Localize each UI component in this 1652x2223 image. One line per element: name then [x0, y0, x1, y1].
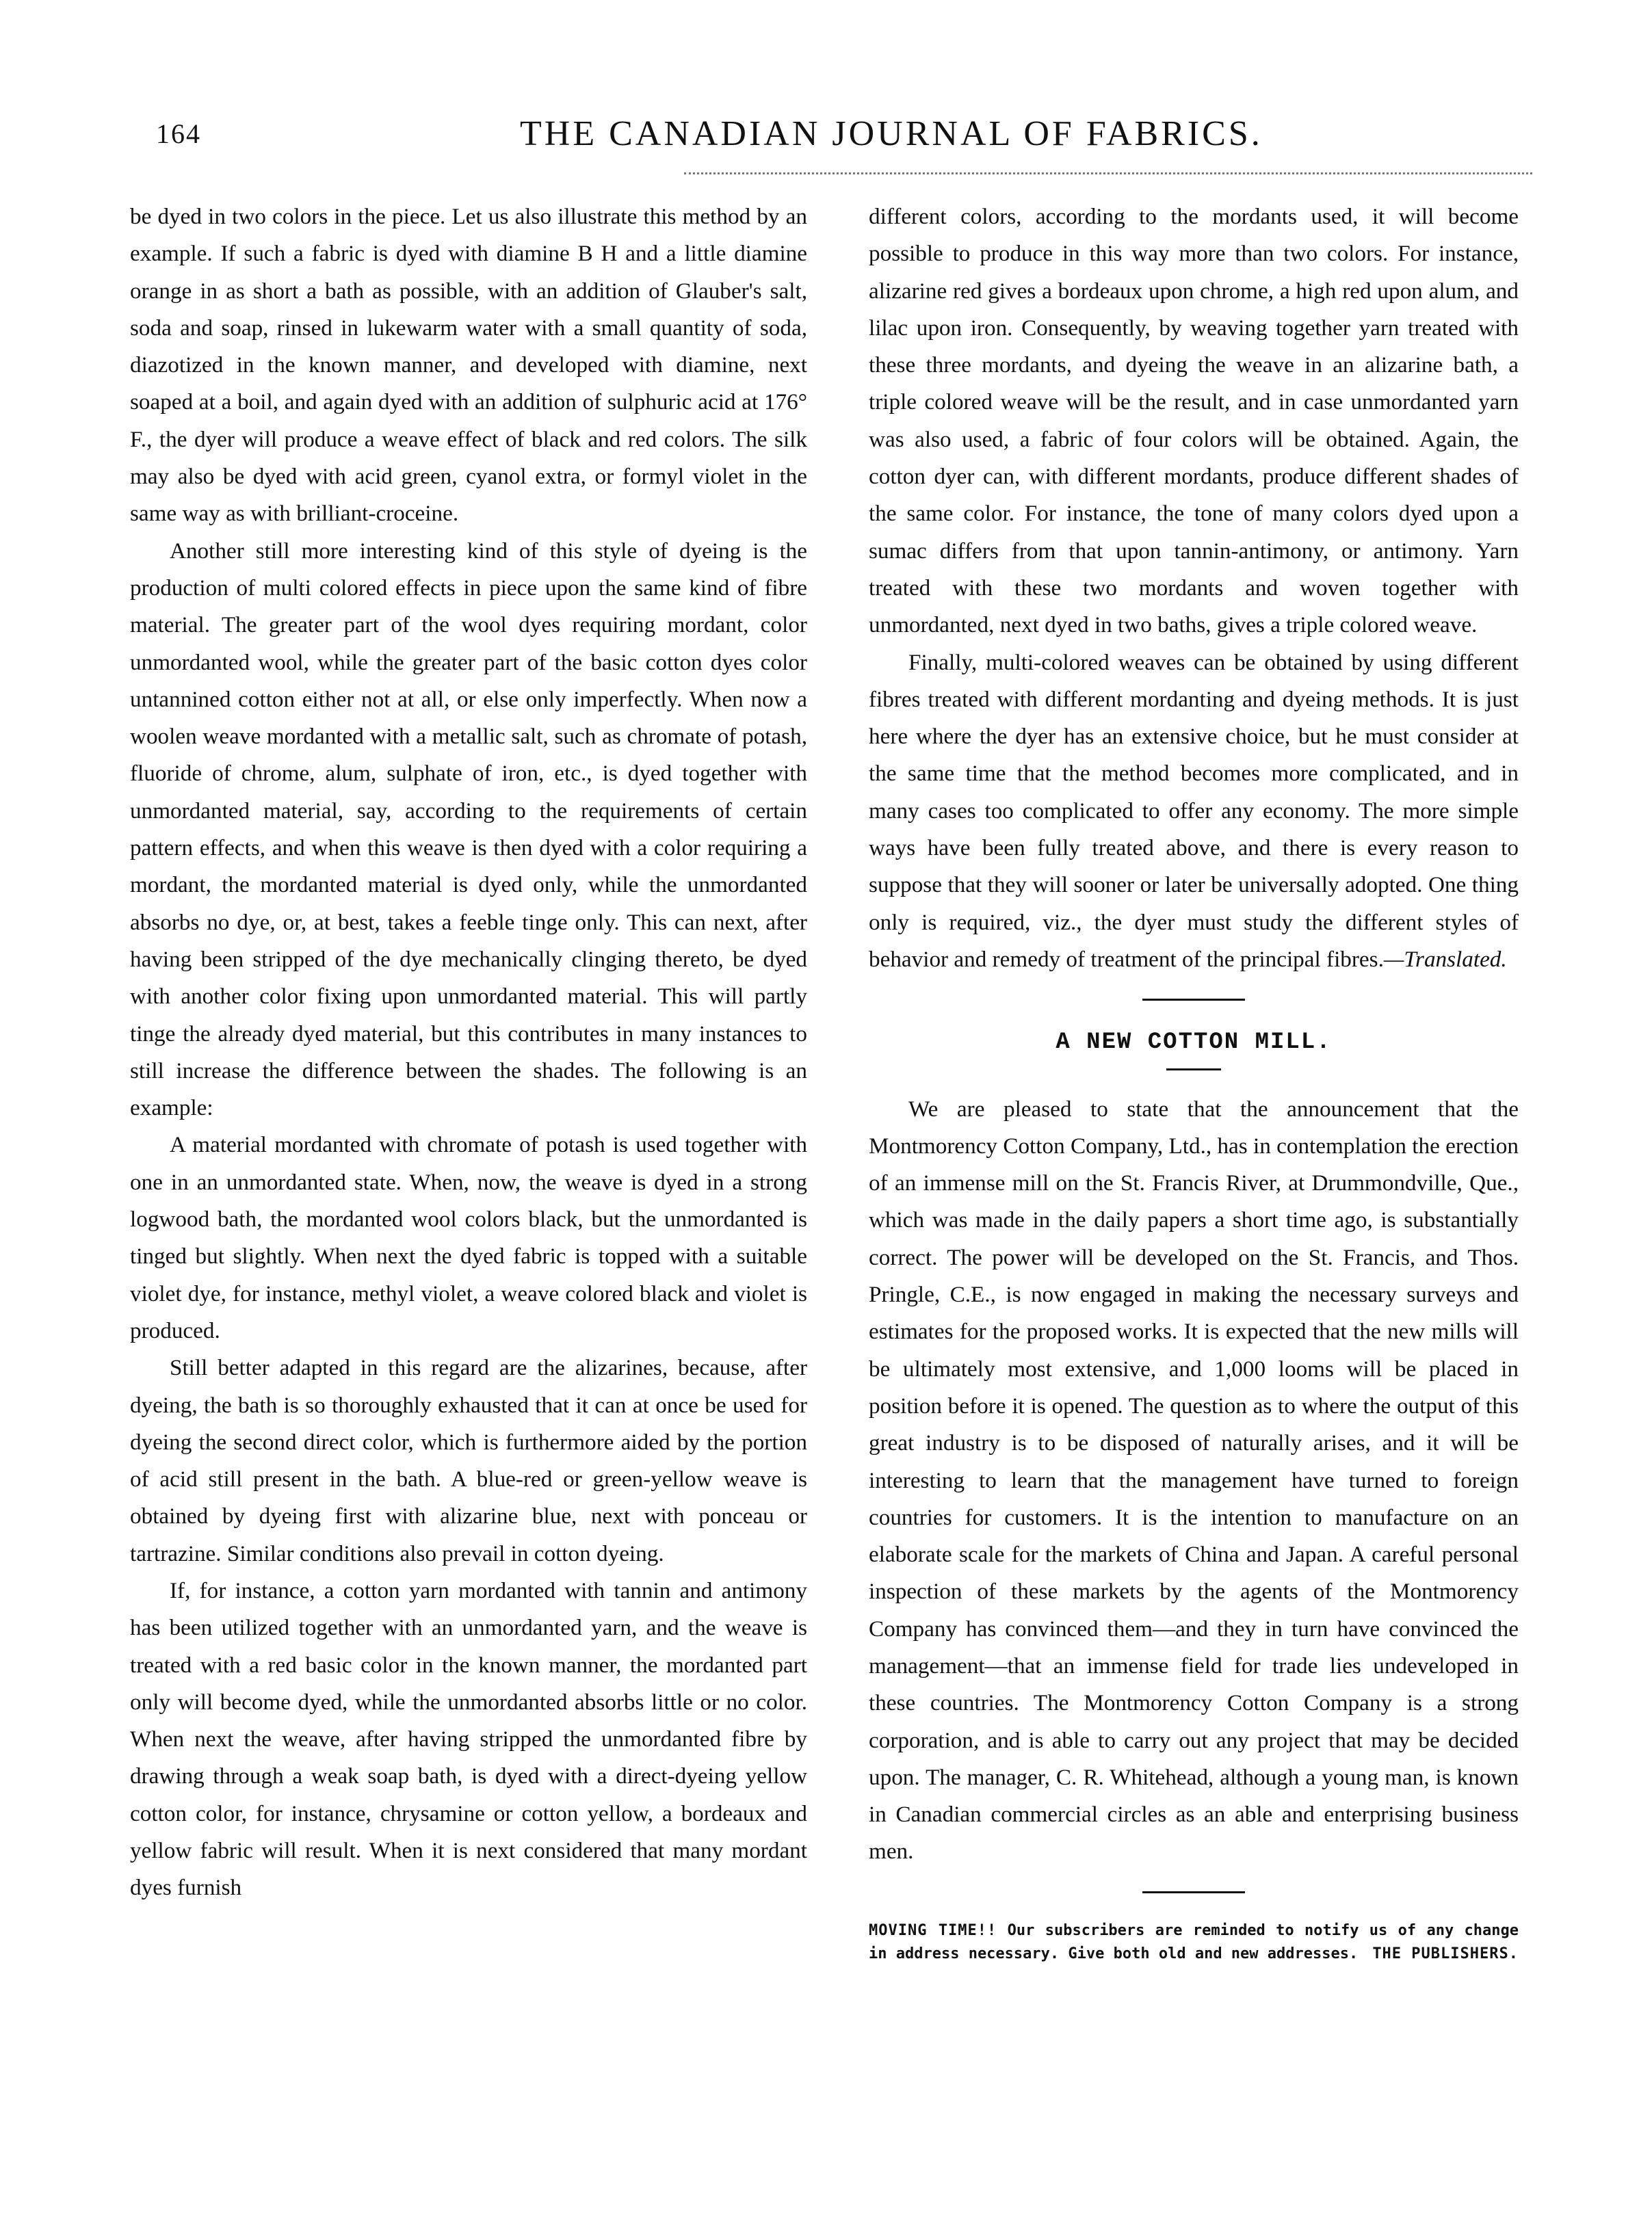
notice-label: MOVING TIME!! — [869, 1921, 997, 1939]
section-divider — [1142, 999, 1245, 1001]
paragraph: be dyed in two colors in the piece. Let us also illustrate this method by an example. If such a fabric is dyed with diamine B H and a little diamine orange in as short a bath as possible, with an addition of Glauber's salt, soda and soap, rinsed in lukewarm water with a small quantity of soda, diazotized in the known manner, and developed with diamine, next soaped at a boil, and again dyed with an addition of sulphuric acid at 176° F., the dyer will produce a weave effect of black and red colors. The silk may also be dyed with acid green, cyanol extra, or formyl violet in the same way as with brilliant-croceine. — [130, 204, 807, 527]
translated-credit: —Translated. — [1383, 946, 1507, 972]
notice-divider — [1142, 1891, 1245, 1893]
heading-divider — [1166, 1068, 1221, 1070]
notice-signoff: THE PUBLISHERS. — [1372, 1945, 1519, 1962]
moving-notice — [869, 1919, 1519, 1966]
paragraph: different colors, according to the mordants used, it will become possible to produce in this way more than two colors. For instance, alizarine red gives a bordeaux upon chrome, a high red upon alum, and lilac upon iron. Consequently, by weaving together yarn treated with these three mordants, and dyeing the weave in an alizarine bath, a triple colored weave will be the result, and in case unmordanted yarn was also used, a fabric of four colors will be obtained. Again, the cotton dyer can, with different mordants, produce different shades of the same color. For instance, the tone of many colors dyed upon a sumac differs from that upon tannin-antimony, or antimony. Yarn treated with these two mordants and woven together with unmordanted, next dyed in two baths, gives a triple colored weave. — [869, 204, 1519, 638]
journal-title: THE CANADIAN JOURNAL OF FABRICS. — [520, 114, 1263, 153]
right-column — [869, 198, 1519, 1966]
paragraph: Another still more interesting kind of this style of dyeing is the production of multi colored effects in piece upon the same kind of fibre material. The greater part of the wool dyes requiring mordant, color unmordanted wool, while the greater part of the basic cotton dyes color untannined cotton either not at all, or else only imperfectly. When now a woolen weave mordanted with a metallic salt, such as chromate of potash, fluoride of chrome, alum, sulphate of iron, etc., is dyed together with unmordanted material, say, according to the requirements of certain pattern effects, and when this weave is then dyed with a color requiring a mordant, the mordanted material is dyed only, while the unmordanted absorbs no dye, or, at best, takes a feeble tinge only. This can next, after having been stripped of the dye mechanically clinging thereto, be dyed with another color fixing upon unmordanted material. This will partly tinge the already dyed material, but this contributes in many instances to still increase the difference between the shades. The following is an example: — [130, 538, 807, 1121]
left-column — [130, 198, 807, 1907]
section-heading: A NEW COTTON MILL. — [1056, 1029, 1332, 1056]
paragraph: A material mordanted with chromate of potash is used together with one in an unmordanted state. When, now, the weave is dyed in a strong logwood bath, the mordanted wool colors black, but the unmordanted is tinged but slightly. When next the dyed fabric is topped with a suitable violet dye, for instance, methyl violet, a weave colored black and violet is produced. — [130, 1132, 807, 1343]
page-number: 164 — [156, 118, 201, 149]
header-rule — [684, 172, 1532, 174]
paragraph-text: Finally, multi-colored weaves can be obtained by using different fibres treated with different mordanting and dyeing methods. It is just here where the dyer has an extensive choice, but he must consider at the same time that the method becomes more complicated, and in many cases too complicated to offer any economy. The more simple ways have been fully treated above, and there is every reason to suppose that they will sooner or later be universally adopted. One thing only is required, viz., the dyer must study the different styles of behavior and remedy of treatment of the principal fibres. — [869, 649, 1519, 972]
notice-text: Our subscribers are reminded to notify us of any change in address necessary. Give both old and new addresses. — [869, 1921, 1519, 1962]
paragraph — [869, 644, 1519, 979]
paragraph: If, for instance, a cotton yarn mordanted with tannin and antimony has been utilized together with an unmordanted yarn, and the weave is treated with a red basic color in the known manner, the mordanted part only will become dyed, while the unmordanted absorbs little or no color. When next the weave, after having stripped the unmordanted fibre by drawing through a weak soap bath, is dyed with a direct-dyeing yellow cotton color, for instance, chrysamine or cotton yellow, a bordeaux and yellow fabric will result. When it is next considered that many mordant dyes furnish — [130, 1577, 807, 1901]
paragraph: We are pleased to state that the announcement that the Montmorency Cotton Company, Ltd., has in contemplation the erection of an immense mill on the St. Francis River, at Drummondville, Que., which was made in the daily papers a short time ago, is substantially correct. The power will be developed on the St. Francis, and Thos. Pringle, C.E., is now engaged in making the necessary surveys and estimates for the proposed works. It is expected that the new mills will be ultimately most extensive, and 1,000 looms will be placed in position before it is opened. The question as to where the output of this great industry is to be disposed of naturally arises, and it will be interesting to learn that the management have turned to foreign countries for customers. It is the intention to manufacture on an elaborate scale for the markets of China and Japan. A careful personal inspection of these markets by the agents of the Montmorency Company has convinced them—and they in turn have convinced the management—that an immense field for trade lies undeveloped in these countries. The Montmorency Cotton Company is a strong corporation, and is able to carry out any project that may be decided upon. The manager, C. R. Whitehead, although a young man, is known in Canadian commercial circles as an able and enterprising business men. — [869, 1096, 1519, 1865]
paragraph: Still better adapted in this regard are the alizarines, because, after dyeing, the bath is so thoroughly exhausted that it can at once be used for dyeing the second direct color, which is furthermore aided by the portion of acid still present in the bath. A blue-red or green-yellow weave is obtained by dyeing first with alizarine blue, next with ponceau or tartrazine. Similar conditions also prevail in cotton dyeing. — [130, 1355, 807, 1566]
